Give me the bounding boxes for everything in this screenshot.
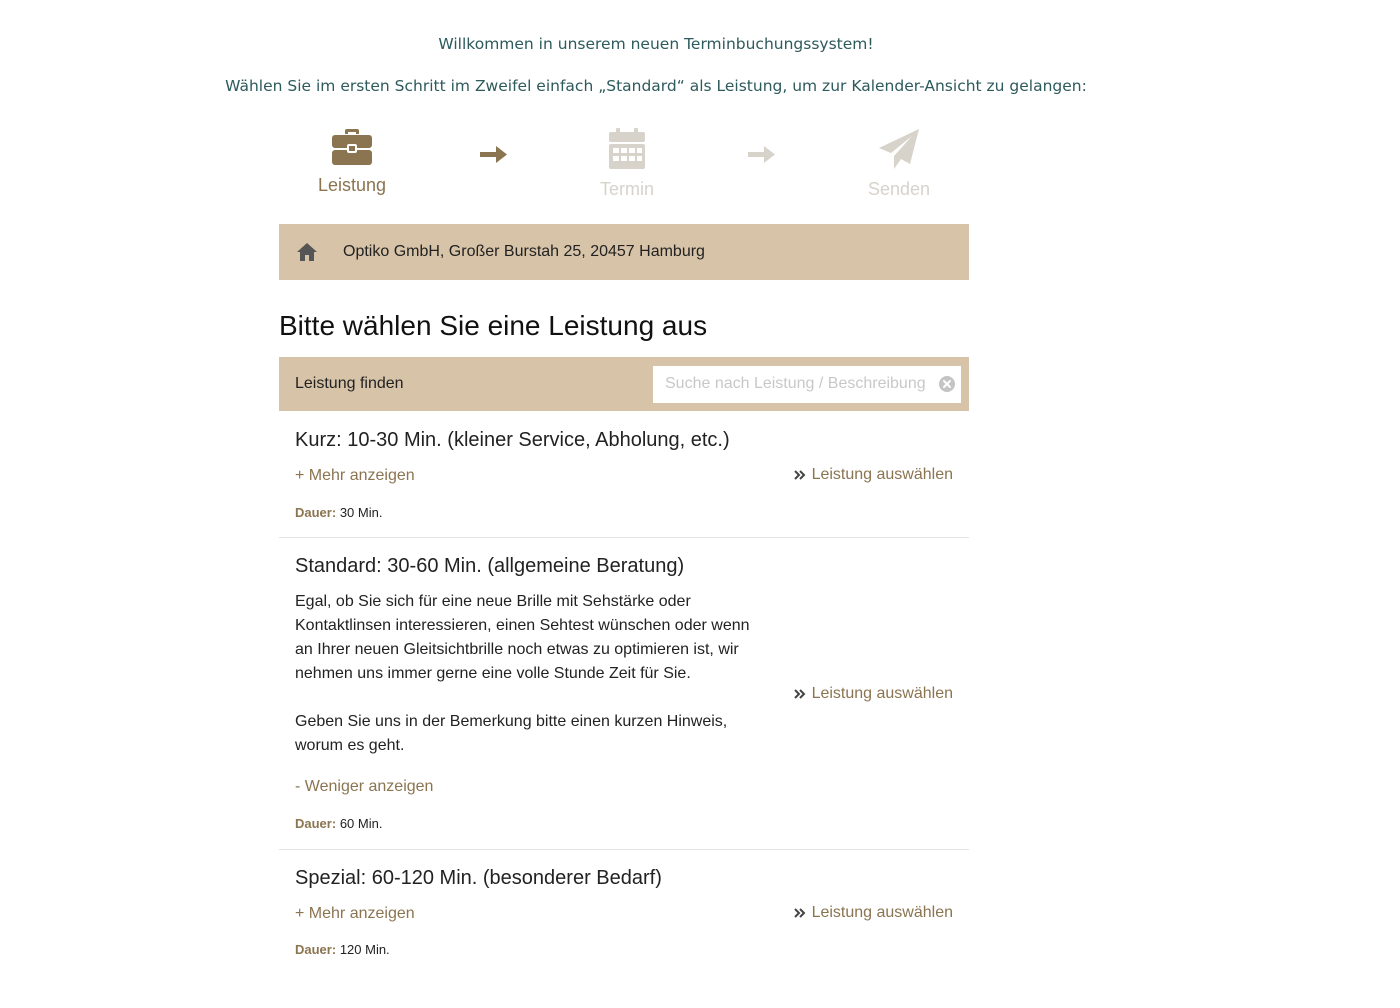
location-bar bbox=[279, 224, 969, 280]
calendar-icon bbox=[608, 128, 646, 170]
show-more-link[interactable]: + Mehr anzeigen bbox=[295, 905, 415, 922]
paper-plane-icon bbox=[878, 128, 920, 170]
duration-value: 60 Min. bbox=[339, 816, 383, 831]
select-service-label: Leistung auswählen bbox=[811, 904, 953, 921]
service-duration bbox=[295, 505, 382, 520]
show-less-link[interactable]: - Weniger anzeigen bbox=[295, 778, 434, 795]
location-address: Optiko GmbH, Großer Burstah 25, 20457 Hamburg bbox=[343, 243, 705, 260]
service-description bbox=[295, 590, 765, 758]
select-service-button[interactable] bbox=[794, 904, 953, 922]
double-chevron-right-icon bbox=[794, 688, 806, 700]
select-service-label: Leistung auswählen bbox=[811, 685, 953, 702]
booking-steps bbox=[279, 128, 969, 218]
intro-hint: Wählen Sie im ersten Schritt im Zweifel einfach „Standard“ als Leistung, um zur Kalender-Ansicht zu gelangen: bbox=[225, 77, 1087, 95]
service-title: Spezial: 60-120 Min. (besonderer Bedarf) bbox=[295, 867, 662, 889]
step-label: Termin bbox=[599, 179, 654, 199]
duration-value: 120 Min. bbox=[339, 942, 390, 957]
duration-label: Dauer: bbox=[295, 816, 337, 831]
service-title: Standard: 30-60 Min. (allgemeine Beratung) bbox=[295, 555, 685, 577]
arrow-right-icon bbox=[748, 145, 775, 163]
service-item-spezial bbox=[279, 850, 969, 975]
description-paragraph: Geben Sie uns in der Bemerkung bitte einen kurzen Hinweis, worum es geht. bbox=[295, 713, 728, 754]
service-item-standard bbox=[279, 538, 969, 850]
search-box bbox=[653, 366, 961, 403]
briefcase-icon bbox=[331, 128, 373, 166]
clear-search-icon[interactable] bbox=[939, 376, 955, 392]
home-icon bbox=[297, 243, 317, 261]
double-chevron-right-icon bbox=[794, 907, 806, 919]
service-title: Kurz: 10-30 Min. (kleiner Service, Abholung, etc.) bbox=[295, 429, 730, 451]
step-label: Leistung bbox=[317, 175, 387, 195]
description-paragraph: Egal, ob Sie sich für eine neue Brille mit Sehstärke oder Kontaktlinsen interessieren, einen Sehtest wünschen oder wenn an Ihrer neuen Gleitsichtbrille noch etwas zu optimieren ist, wir nehmen uns immer gerne eine volle Stunde Zeit für Sie. bbox=[295, 593, 750, 682]
duration-value: 30 Min. bbox=[339, 505, 383, 520]
arrow-right-icon bbox=[480, 145, 507, 163]
step-label: Senden bbox=[867, 179, 931, 199]
select-service-label: Leistung auswählen bbox=[811, 466, 953, 483]
page-title: Bitte wählen Sie eine Leistung aus bbox=[279, 310, 708, 341]
search-input[interactable] bbox=[653, 366, 935, 401]
service-duration bbox=[295, 816, 382, 831]
service-item-kurz bbox=[279, 412, 969, 538]
duration-label: Dauer: bbox=[295, 505, 337, 520]
duration-label: Dauer: bbox=[295, 942, 337, 957]
select-service-button[interactable] bbox=[794, 685, 953, 703]
step-senden[interactable] bbox=[819, 128, 979, 200]
show-more-link[interactable]: + Mehr anzeigen bbox=[295, 467, 415, 484]
welcome-text: Willkommen in unserem neuen Terminbuchungssystem! bbox=[438, 35, 874, 53]
double-chevron-right-icon bbox=[794, 469, 806, 481]
service-duration bbox=[295, 942, 390, 957]
step-leistung[interactable] bbox=[272, 128, 432, 196]
service-filter bbox=[279, 357, 969, 411]
step-termin[interactable] bbox=[547, 128, 707, 200]
filter-label: Leistung finden bbox=[295, 375, 404, 392]
select-service-button[interactable] bbox=[794, 466, 953, 484]
